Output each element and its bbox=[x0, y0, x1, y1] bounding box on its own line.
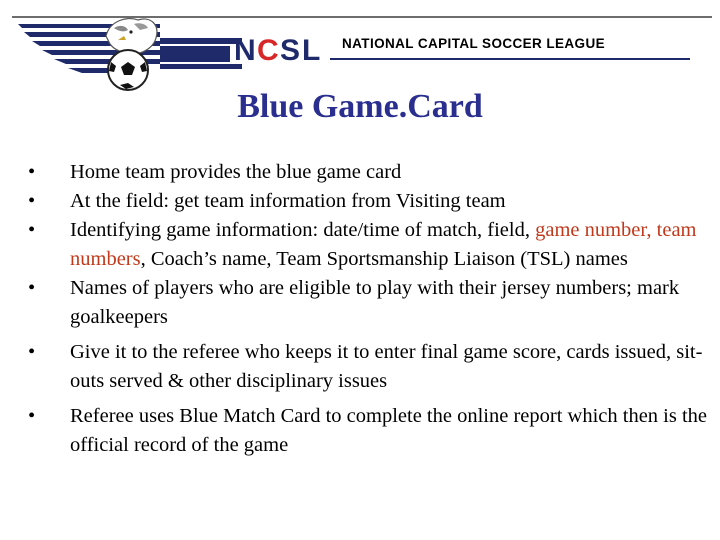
soccer-ball-icon bbox=[108, 50, 148, 90]
svg-text:N: N bbox=[234, 34, 256, 67]
ncsl-logo bbox=[10, 14, 710, 96]
bullet-item bbox=[28, 338, 708, 396]
eagle-icon bbox=[106, 19, 157, 54]
slide-title: Blue Game.Card bbox=[237, 88, 483, 125]
bullet-item bbox=[28, 274, 708, 332]
bullet-text: , Coach’s name, Team Sportsmanship Liaison (TSL) names bbox=[140, 248, 628, 270]
bullet-glyph: • bbox=[28, 219, 36, 241]
bullet-text: Referee uses Blue Match Card to complete the online report which then is the official record of the game bbox=[70, 405, 708, 456]
bullet-text: Names of players who are eligible to play with their jersey numbers; mark goalkeepers bbox=[70, 277, 680, 328]
bullet-text: At the field: get team information from Visiting team bbox=[70, 190, 506, 212]
bullet-text: Identifying game information: date/time of match, field, bbox=[70, 219, 536, 241]
bullet-glyph: • bbox=[28, 190, 36, 212]
bullet-glyph: • bbox=[28, 405, 36, 427]
league-name: NATIONAL CAPITAL SOCCER LEAGUE bbox=[342, 36, 606, 51]
bullet-text: Give it to the referee who keeps it to enter final game score, cards issued, sit-outs served & other disciplinary issues bbox=[70, 341, 703, 392]
bullet-emphasis-text: game number, team numbers bbox=[70, 219, 697, 270]
svg-text:C: C bbox=[257, 34, 279, 67]
bullet-glyph: • bbox=[28, 161, 36, 183]
bullet-item bbox=[28, 402, 708, 460]
header-banner bbox=[0, 0, 720, 100]
bullet-glyph: • bbox=[28, 277, 36, 299]
ncsl-wordmark bbox=[234, 34, 320, 67]
svg-text:L: L bbox=[302, 34, 321, 67]
bullet-list bbox=[28, 158, 708, 466]
bullet-item bbox=[28, 158, 708, 187]
bullet-text: Home team provides the blue game card bbox=[70, 161, 402, 183]
bullet-item bbox=[28, 216, 708, 274]
svg-text:S: S bbox=[280, 34, 301, 67]
bullet-item bbox=[28, 187, 708, 216]
bullet-glyph: • bbox=[28, 341, 36, 363]
